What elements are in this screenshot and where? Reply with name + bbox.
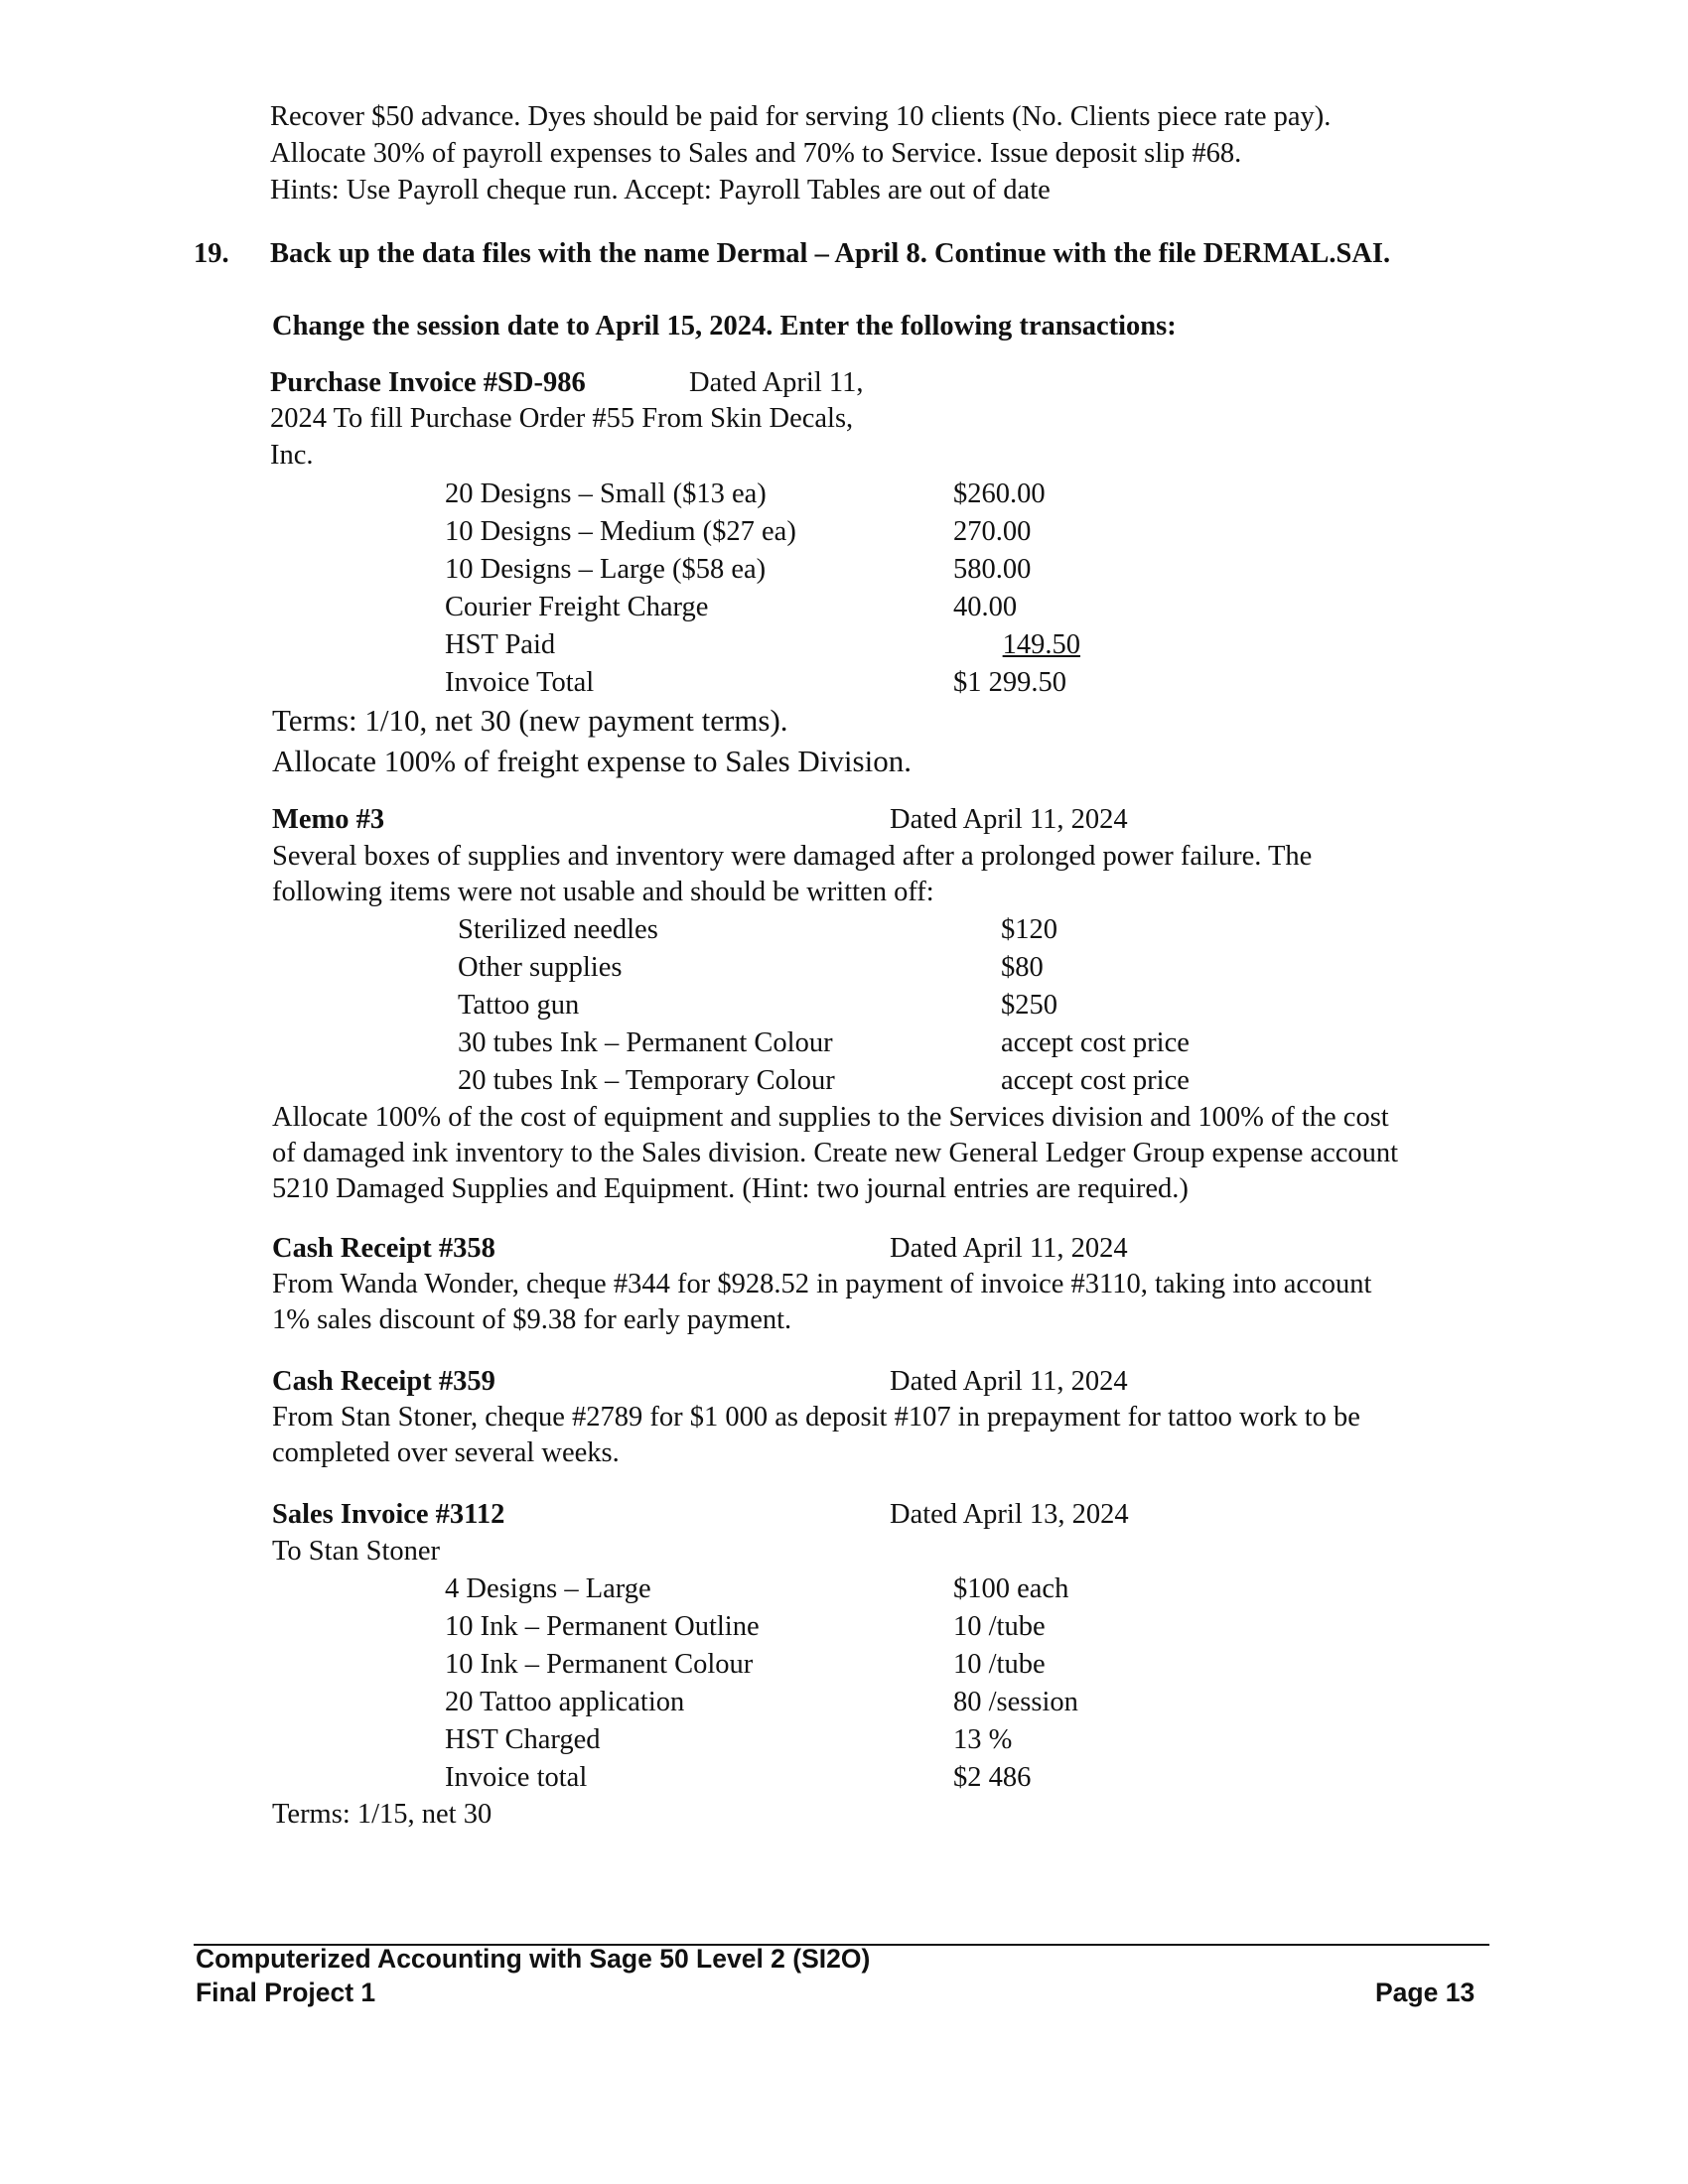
memo-item-amount: accept cost price xyxy=(1001,1027,1190,1058)
sales-item-desc: Invoice total xyxy=(445,1762,588,1793)
memo-item-amount: accept cost price xyxy=(1001,1065,1190,1096)
sales-item-desc: HST Charged xyxy=(445,1724,601,1755)
step-instruction: Back up the data files with the name Dermal – April 8. Continue with the file DERMAL.SAI. xyxy=(270,238,1391,269)
purchase-item-amount-underlined: 149.50 xyxy=(1002,629,1080,660)
memo-allocation-1: Allocate 100% of the cost of equipment and supplies to the Services division and 100% of the cost xyxy=(272,1102,1389,1133)
session-date-instruction: Change the session date to April 15, 2024. Enter the following transactions: xyxy=(272,311,1177,341)
purchase-item-desc: 20 Designs – Small ($13 ea) xyxy=(445,478,767,509)
memo-item-amount: $250 xyxy=(1001,990,1057,1021)
intro-line-3: Hints: Use Payroll cheque run. Accept: Payroll Tables are out of date xyxy=(270,175,1051,205)
cash-receipt-358-desc-1: From Wanda Wonder, cheque #344 for $928.52 in payment of invoice #3110, taking into account xyxy=(272,1269,1372,1299)
purchase-item-desc: Invoice Total xyxy=(445,667,595,698)
memo-item-desc: 30 tubes Ink – Permanent Colour xyxy=(458,1027,833,1058)
purchase-item-amount: 270.00 xyxy=(953,516,1032,547)
sales-invoice-terms: Terms: 1/15, net 30 xyxy=(272,1799,492,1830)
sales-item-amount: $100 each xyxy=(953,1573,1069,1604)
sales-invoice-date: Dated April 13, 2024 xyxy=(890,1499,1129,1530)
footer-course-title: Computerized Accounting with Sage 50 Level 2 (SI2O) xyxy=(196,1944,871,1974)
cash-receipt-359-desc-1: From Stan Stoner, cheque #2789 for $1 000 as deposit #107 in prepayment for tattoo work to be xyxy=(272,1402,1360,1433)
purchase-item-amount: $1 299.50 xyxy=(953,667,1066,698)
sales-item-amount: 10 /tube xyxy=(953,1611,1046,1642)
purchase-invoice-terms: Terms: 1/10, net 30 (new payment terms). xyxy=(272,703,788,738)
memo-description-1: Several boxes of supplies and inventory were damaged after a prolonged power failure. The xyxy=(272,841,1313,872)
memo-item-amount: $80 xyxy=(1001,952,1044,983)
sales-invoice-customer: To Stan Stoner xyxy=(272,1536,440,1567)
sales-item-amount: 13 % xyxy=(953,1724,1013,1755)
intro-line-1: Recover $50 advance. Dyes should be paid for serving 10 clients (No. Clients piece rate pay). xyxy=(270,101,1332,132)
memo-item-desc: Other supplies xyxy=(458,952,623,983)
memo-item-desc: Sterilized needles xyxy=(458,914,658,945)
step-number: 19. xyxy=(194,238,229,269)
purchase-item-desc: 10 Designs – Large ($58 ea) xyxy=(445,554,767,585)
sales-invoice-title: Sales Invoice #3112 xyxy=(272,1499,505,1530)
memo-description-2: following items were not usable and should be written off: xyxy=(272,877,934,907)
memo-item-desc: Tattoo gun xyxy=(458,990,580,1021)
cash-receipt-359-title: Cash Receipt #359 xyxy=(272,1366,495,1397)
cash-receipt-359-date: Dated April 11, 2024 xyxy=(890,1366,1128,1397)
cash-receipt-358-desc-2: 1% sales discount of $9.38 for early payment. xyxy=(272,1304,792,1335)
cash-receipt-358-date: Dated April 11, 2024 xyxy=(890,1233,1128,1264)
sales-item-desc: 10 Ink – Permanent Outline xyxy=(445,1611,760,1642)
footer-page-number: Page 13 xyxy=(1375,1978,1476,2007)
intro-line-2: Allocate 30% of payroll expenses to Sales and 70% to Service. Issue deposit slip #68. xyxy=(270,138,1242,169)
memo-date: Dated April 11, 2024 xyxy=(890,804,1128,835)
purchase-item-desc: 10 Designs – Medium ($27 ea) xyxy=(445,516,796,547)
footer-project-title: Final Project 1 xyxy=(196,1978,376,2007)
memo-allocation-3: 5210 Damaged Supplies and Equipment. (Hint: two journal entries are required.) xyxy=(272,1173,1189,1204)
purchase-invoice-line-2: 2024 To fill Purchase Order #55 From Skin Decals, xyxy=(270,403,854,434)
purchase-invoice-title: Purchase Invoice #SD-986 xyxy=(270,367,586,398)
purchase-item-desc: Courier Freight Charge xyxy=(445,592,709,622)
sales-item-amount: $2 486 xyxy=(953,1762,1032,1793)
purchase-invoice-line-3: Inc. xyxy=(270,440,314,471)
memo-item-desc: 20 tubes Ink – Temporary Colour xyxy=(458,1065,835,1096)
sales-item-desc: 20 Tattoo application xyxy=(445,1687,685,1717)
purchase-item-amount: 580.00 xyxy=(953,554,1032,585)
memo-item-amount: $120 xyxy=(1001,914,1057,945)
purchase-invoice-allocation: Allocate 100% of freight expense to Sales Division. xyxy=(272,744,912,778)
purchase-item-desc: HST Paid xyxy=(445,629,556,660)
memo-title: Memo #3 xyxy=(272,804,385,835)
sales-item-amount: 80 /session xyxy=(953,1687,1078,1717)
purchase-item-amount: 40.00 xyxy=(953,592,1018,622)
sales-item-desc: 10 Ink – Permanent Colour xyxy=(445,1649,754,1680)
sales-item-amount: 10 /tube xyxy=(953,1649,1046,1680)
purchase-invoice-date: Dated April 11, xyxy=(689,367,864,398)
cash-receipt-359-desc-2: completed over several weeks. xyxy=(272,1437,620,1468)
sales-item-desc: 4 Designs – Large xyxy=(445,1573,651,1604)
purchase-item-amount: $260.00 xyxy=(953,478,1046,509)
memo-allocation-2: of damaged ink inventory to the Sales division. Create new General Ledger Group expense account xyxy=(272,1138,1399,1168)
cash-receipt-358-title: Cash Receipt #358 xyxy=(272,1233,495,1264)
